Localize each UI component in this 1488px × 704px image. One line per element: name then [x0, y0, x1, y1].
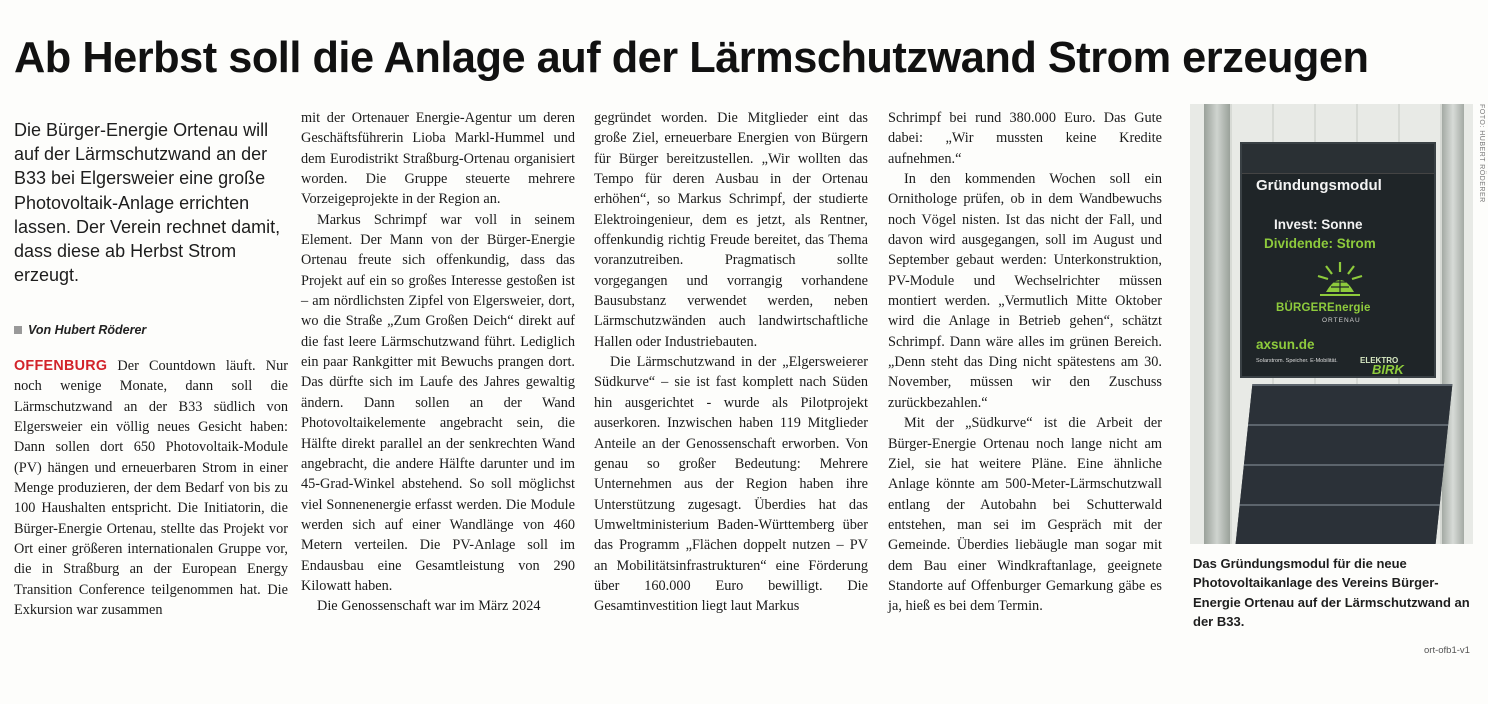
column-4-paragraph: Schrimpf bei rund 380.000 Euro. Das Gute dabei: „Wir mussten keine Kredite aufnehmen.“ — [888, 110, 1162, 167]
sign-url: axsun.de — [1256, 337, 1315, 352]
column-4-paragraph: Mit der „Südkurve“ ist die Arbeit der Bürger-Energie Ortenau noch lange nicht am Ziel, sie hat weitere Pläne. Eine ähnliche Anlage könnte am 500-Meter-Lärmschutzwall entlang der Autobahn bei Schutterwald entstehen, man sei im Gespräch mit der Gemeinde. Überdies liebäugle man sogar mit dem Bau einer Windkraftanlage, geeignete Standorte auf Offenburger Gemarkung gäbe es ja, hieß es bei dem Termin. — [888, 415, 1162, 615]
column-3-paragraph: gegründet worden. Die Mitglieder eint das große Ziel, erneuerbare Energien von Bürgern für Bürger bereitzustellen. „Wir wollten das Tempo für deren Ausbau in der Ortenau erhöhen“, so Markus Schrimpf, der studierte Elektroingenieur, dem es jetzt, als Rentner, offenkundig richtig Freude bereitet, das Thema voranzutreiben. Pragmatisch sollte vorgegangen und vorrangig vorhandene Bausubstanz verwendet werden, neben Lärmschutzwänden auch landwirtschaftliche Hallen oder Industriebauten. — [594, 110, 868, 350]
sign-elektro: ELEKTRO — [1360, 356, 1399, 365]
article-photo — [1190, 104, 1473, 544]
article-column-3 — [594, 108, 868, 617]
sign-brand: BÜRGEREnergie — [1276, 302, 1371, 314]
sign-top-bar — [1242, 144, 1434, 174]
column-4-paragraph: In den kommenden Wochen soll ein Ornithologe prüfen, ob in dem Wandbewuchs noch Vögel nisten. Ist das nicht der Fall, und davon wird ausgegangen, soll im August und September gebaut werden: Unterkonstruktion, PV-Module und Wechselrichter müssen montiert werden. „Vermutlich Mitte Oktober wird die Anlage in Betrieb gehen“, schätzt Schrimpf. Dann wäre alles im grünen Bereich. „Denn steht das Ding nicht spätestens am 30. November, müssen wir den Zuschuss zurückbezahlen.“ — [888, 171, 1162, 411]
wall-pole-right — [1442, 104, 1464, 544]
byline-marker-icon — [14, 326, 22, 334]
photo-caption: Das Gründungsmodul für die neue Photovoltaikanlage des Vereins Bürger-Energie Ortenau auf der Lärmschutzwand an der B33. — [1193, 556, 1470, 629]
article-lead: Die Bürger-Energie Ortenau will auf der Lärmschutzwand an der B33 bei Elgersweier eine große Photovoltaik-Anlage errichten lassen. Der Verein rechnet damit, dass diese ab Herbst Strom erzeugt. — [14, 120, 281, 286]
byline-text: Von Hubert Röderer — [28, 323, 147, 337]
sign-title: Gründungsmodul — [1256, 177, 1382, 194]
article-column-4 — [888, 108, 1162, 617]
column-2-paragraph: mit der Ortenauer Energie-Agentur um deren Geschäftsführerin Lioba Markl-Hummel und dem Eurodistrikt Straßburg-Ortenau organisiert worden. Die Gruppe steuerte mehrere Vorzeigeprojekte in der Region an. — [301, 110, 575, 208]
byline — [14, 323, 288, 337]
pv-module-panels — [1236, 384, 1453, 544]
sign-invest: Invest: Sonne — [1274, 217, 1363, 232]
page-tag: ort-ofb1-v1 — [1424, 645, 1470, 656]
sign-brand-sub: ORTENAU — [1322, 317, 1361, 324]
column-1-paragraph — [14, 356, 288, 620]
wall-pole-left — [1204, 104, 1230, 544]
gruendungsmodul-sign — [1240, 142, 1436, 378]
sun-logo-icon — [1314, 260, 1366, 300]
article-column-2 — [301, 108, 575, 617]
sign-small-text: Solarstrom. Speicher. E-Mobilität. — [1256, 358, 1338, 364]
dateline: OFFENBURG — [14, 358, 108, 374]
article-column-1 — [14, 356, 288, 620]
photo-credit: FOTO: HUBERT RÖDERER — [1478, 104, 1485, 203]
column-3-paragraph: Die Lärmschutzwand in der „Elgersweierer Südkurve“ – sie ist fast komplett nach Süden hin ausgerichtet - wurde als Pilotprojekt auserkoren. Inzwischen haben 119 Mitglieder Anteile an der Genossenschaft erworben. Von genau so großer Bedeutung: Mehrere Unternehmen aus der Region haben ihre Unterstützung zugesagt. Überdies hat das Umweltministerium Baden-Württemberg über das Programm „Flächen doppelt nutzen – PV an Mobilitätsinfrastrukturen“ eine Förderung über 160.000 Euro bewilligt. Die Gesamtinvestition liegt laut Markus — [594, 354, 868, 615]
column-2-paragraph: Markus Schrimpf war voll in seinem Element. Der Mann von der Bürger-Energie Ortenau freute sich offenkundig, dass das Projekt auf ein so großes Interesse gestoßen ist – am nördlichsten Zipfel von Elgersweier, dort, wo die Straße „Zum Großen Deich“ direkt auf die fast leere Lärmschutzwand führt. Lediglich ein paar Rankgitter mit Bewuchs prangen dort. Das dürfte sich im Laufe des Jahres gewaltig ändern. Dann sollen an der Wand Photovoltaikelemente angebracht sein, die Hälfte direkt parallel an der senkrechten Wand angebracht, die andere Hälfte darunter und im 45-Grad-Winkel abstehend. So soll möglichst viel Sonnenenergie erfasst werden. Die Module werden sich auf einer Wandlänge von 460 Metern verteilen. Die PV-Anlage soll im Endausbau eine Gesamtleistung von 290 Kilowatt haben. — [301, 211, 575, 594]
column-1-text: Der Countdown läuft. Nur noch wenige Monate, dann soll die Lärmschutzwand an der B33 südlich von Elgersweier ein völlig neues Gesicht haben: Dann sollen dort 650 Photovoltaik-Module (PV) hängen und erneuerbaren Strom in einer Menge produzieren, der dem Bedarf von bis zu 100 Haushalten entspricht. Die Initiatorin, die Bürger-Energie Ortenau, stellte das Projekt vor Ort einer größeren internationalen Gruppe vor, die in Straßburg an der European Energy Transition Conference teilgenommen hat. Die Exkursion war zusammen — [14, 358, 289, 619]
sign-birk-logo: BIRK — [1372, 362, 1404, 377]
sign-dividende: Dividende: Strom — [1264, 236, 1376, 251]
column-2-paragraph: Die Genossenschaft war im März 2024 — [317, 598, 541, 615]
article-headline: Ab Herbst soll die Anlage auf der Lärmschutzwand Strom erzeugen — [14, 33, 1369, 82]
